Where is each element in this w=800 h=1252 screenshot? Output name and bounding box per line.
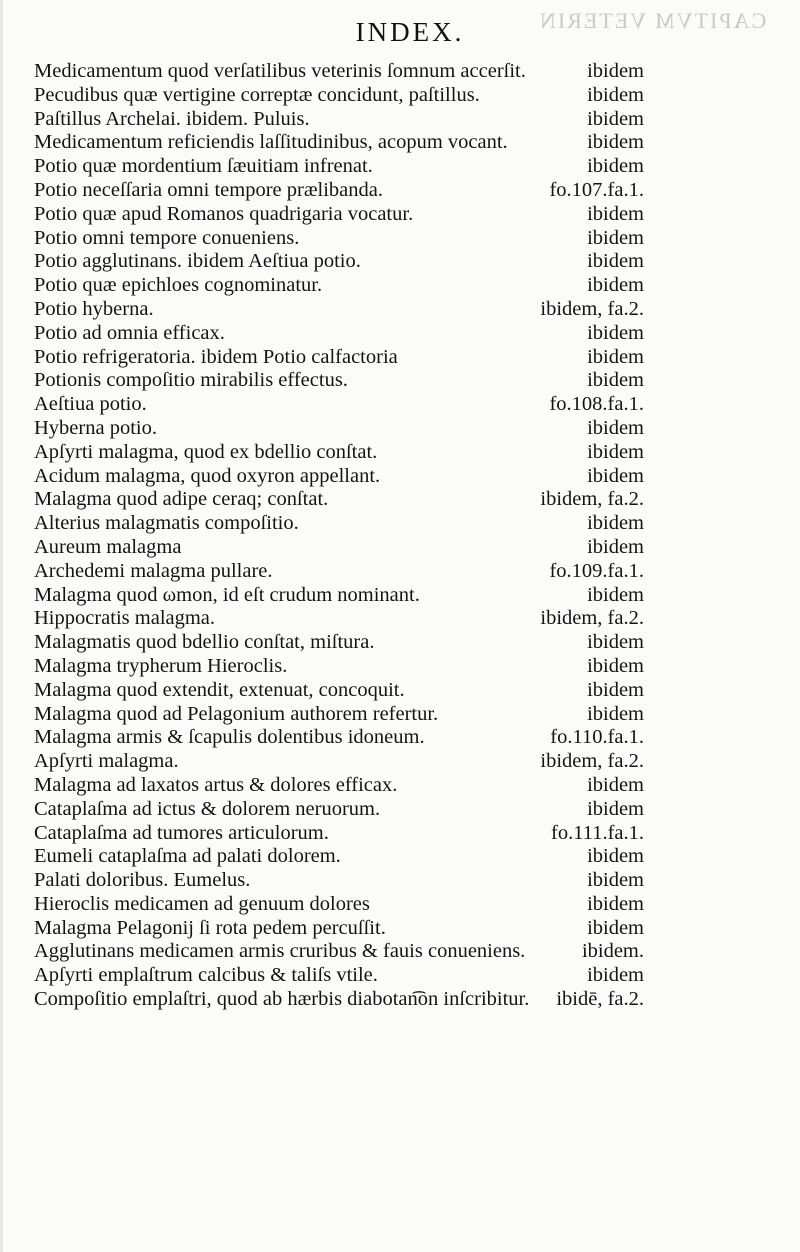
entry-text: Apſyrti malagma. (34, 750, 179, 773)
entry-text: Potio neceſſaria omni tempore prælibanda. (34, 178, 383, 201)
index-entry (34, 131, 644, 155)
entry-reference: ibidem (587, 869, 644, 892)
entry-reference: ibidem, fa.2. (540, 750, 644, 773)
index-entry (34, 750, 644, 774)
entry-text: Eumeli cataplaſma ad palati dolorem. (34, 845, 341, 868)
entry-text: Potio quæ apud Romanos quadrigaria vocatur. (34, 202, 414, 225)
entry-reference: ibidem (587, 535, 644, 558)
entry-reference: ibidē, fa.2. (556, 988, 644, 1011)
page-title: INDEX. (355, 17, 465, 47)
entry-text: Aureum malagma (34, 535, 182, 558)
entry-text: Archedemi malagma pullare. (34, 559, 273, 582)
entry-reference: ibidem (587, 274, 644, 297)
index-entry (34, 60, 644, 84)
entry-reference: ibidem (587, 321, 644, 344)
entry-reference: ibidem (587, 369, 644, 392)
entry-reference: fo.110.fa.1. (550, 726, 644, 749)
index-entry (34, 964, 644, 988)
entry-text: Alterius malagmatis compoſitio. (34, 512, 299, 535)
entry-reference: ibidem, fa.2. (540, 488, 644, 511)
entry-reference: ibidem (587, 226, 644, 249)
index-entry (34, 940, 644, 964)
index-entry (34, 536, 644, 560)
entry-reference: ibidem (587, 797, 644, 820)
entry-text: Cataplaſma ad ictus & dolorem neruorum. (34, 797, 381, 820)
entry-reference: fo.108.fa.1. (549, 393, 644, 416)
index-entry (34, 369, 644, 393)
entry-reference: ibidem. (581, 940, 644, 963)
index-entry (34, 917, 644, 941)
entry-reference: ibidem (587, 702, 644, 725)
index-entry (34, 298, 644, 322)
index-entry (34, 441, 644, 465)
entry-text: Cataplaſma ad tumores articulorum. (34, 821, 329, 844)
index-entry (34, 822, 644, 846)
index-entry (34, 726, 644, 750)
entry-reference: ibidem (587, 464, 644, 487)
index-entry (34, 631, 644, 655)
entry-text: Malagma ad laxatos artus & dolores efficax. (34, 773, 398, 796)
entry-text: Potio quæ mordentium ſæuitiam infrenat. (34, 155, 373, 178)
index-entry (34, 655, 644, 679)
entry-text: Medicamentum reficiendis laſſitudinibus, acopum vocant. (34, 131, 508, 154)
entry-text: Medicamentum quod verſatilibus veterinis ſomnum accerſit. (34, 60, 526, 82)
index-entry (34, 417, 644, 441)
index-entry (34, 584, 644, 608)
entry-text: Potio omni tempore conueniens. (34, 226, 300, 249)
entry-reference: ibidem, fa.2. (540, 607, 644, 630)
index-entry (34, 845, 644, 869)
entry-reference: ibidem (587, 440, 644, 463)
entry-reference: ibidem (587, 845, 644, 868)
entry-text: Malagma quod ad Pelagonium authorem refertur. (34, 702, 439, 725)
entry-reference: ibidem (587, 583, 644, 606)
entry-text: Malagma quod ωmon, id eſt crudum nominant. (34, 583, 420, 606)
index-list (34, 60, 644, 1012)
entry-text: Compoſitio emplaſtri, quod ab hærbis diabotan͡on inſcribitur. (34, 988, 530, 1011)
index-entry (34, 893, 644, 917)
index-entry (34, 703, 644, 727)
index-entry (34, 798, 644, 822)
entry-text: Malagma quod extendit, extenuat, concoquit. (34, 678, 405, 701)
index-entry (34, 560, 644, 584)
entry-reference: ibidem (587, 964, 644, 987)
entry-reference: fo.107.fa.1. (549, 178, 644, 201)
entry-reference: ibidem (587, 631, 644, 654)
index-entry (34, 393, 644, 417)
entry-text: Potio refrigeratoria. ibidem Potio calfactoria (34, 345, 398, 368)
index-entry (34, 84, 644, 108)
entry-text: Pecudibus quæ vertigine correptæ concidunt, paſtillus. (34, 83, 480, 106)
entry-text: Apſyrti emplaſtrum calcibus & taliſs vtile. (34, 964, 378, 987)
entry-reference: ibidem (587, 416, 644, 439)
entry-text: Potio ad omnia efficax. (34, 321, 225, 344)
entry-text: Potio hyberna. (34, 297, 154, 320)
entry-reference: ibidem (587, 678, 644, 701)
entry-reference: ibidem (587, 892, 644, 915)
entry-text: Palati doloribus. Eumelus. (34, 869, 251, 892)
entry-reference: ibidem (587, 512, 644, 535)
entry-reference: ibidem (587, 155, 644, 178)
bleed-through-text: CAPITVM VETERIN (537, 8, 766, 33)
entry-text: Malagma trypherum Hieroclis. (34, 654, 288, 677)
entry-reference: ibidem (587, 250, 644, 273)
index-entry (34, 988, 644, 1012)
entry-text: Agglutinans medicamen armis cruribus & fauis conueniens. (34, 940, 526, 963)
entry-reference: fo.109.fa.1. (549, 559, 644, 582)
entry-reference: ibidem (587, 131, 644, 154)
entry-text: Hieroclis medicamen ad genuum dolores (34, 892, 370, 915)
index-entry (34, 679, 644, 703)
entry-text: Hyberna potio. (34, 416, 157, 439)
index-entry (34, 465, 644, 489)
entry-text: Malagmatis quod bdellio conſtat, miſtura. (34, 631, 375, 654)
entry-text: Potio agglutinans. ibidem Aeſtiua potio. (34, 250, 361, 273)
entry-text: Hippocratis malagma. (34, 607, 216, 630)
index-entry (34, 227, 644, 251)
entry-text: Malagma quod adipe ceraq; conſtat. (34, 488, 329, 511)
entry-text: Acidum malagma, quod oxyron appellant. (34, 464, 381, 487)
entry-reference: ibidem (587, 345, 644, 368)
entry-reference: ibidem, fa.2. (540, 297, 644, 320)
index-entry (34, 512, 644, 536)
entry-text: Malagma Pelagonij ſi rota pedem percuſſit. (34, 916, 386, 939)
entry-reference: fo.111.fa.1. (551, 821, 644, 844)
entry-text: Potionis compoſitio mirabilis effectus. (34, 369, 348, 392)
entry-reference: ibidem (587, 654, 644, 677)
index-entry (34, 274, 644, 298)
entry-text: Apſyrti malagma, quod ex bdellio conſtat. (34, 440, 378, 463)
index-entry (34, 203, 644, 227)
scan-edge (0, 0, 3, 1252)
entry-reference: ibidem (587, 107, 644, 130)
index-entry (34, 869, 644, 893)
entry-reference: ibidem (587, 773, 644, 796)
index-entry (34, 155, 644, 179)
index-entry (34, 346, 644, 370)
index-entry (34, 179, 644, 203)
entry-text: Aeſtiua potio. (34, 393, 147, 416)
entry-reference: ibidem (587, 916, 644, 939)
entry-reference: ibidem (587, 60, 644, 82)
index-entry (34, 607, 644, 631)
index-entry (34, 774, 644, 798)
entry-reference: ibidem (587, 83, 644, 106)
entry-reference: ibidem (587, 202, 644, 225)
index-entry (34, 488, 644, 512)
index-entry (34, 108, 644, 132)
index-entry (34, 322, 644, 346)
entry-text: Potio quæ epichloes cognominatur. (34, 274, 323, 297)
entry-text: Paſtillus Archelai. ibidem. Puluis. (34, 107, 310, 130)
entry-text: Malagma armis & ſcapulis dolentibus idoneum. (34, 726, 425, 749)
index-entry (34, 250, 644, 274)
